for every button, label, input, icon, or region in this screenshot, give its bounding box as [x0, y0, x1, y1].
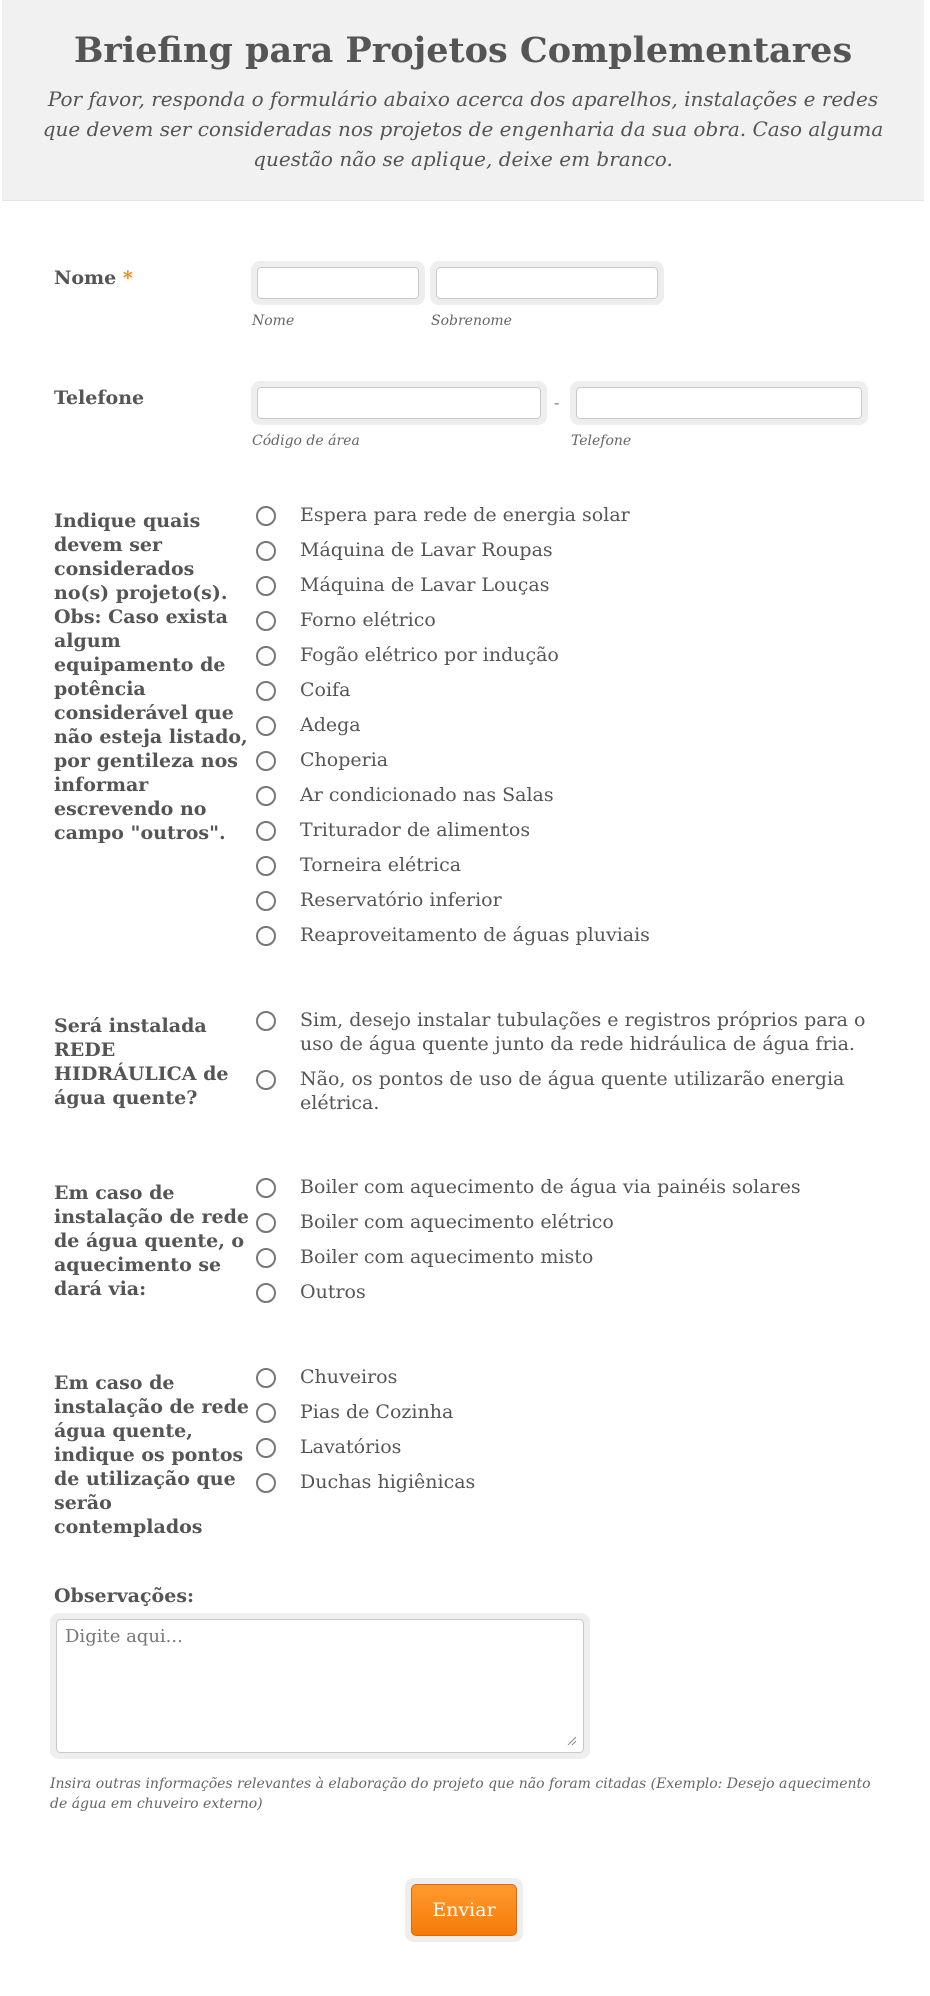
radio-button[interactable]	[256, 1213, 276, 1233]
radio-button[interactable]	[256, 611, 276, 631]
radio-button[interactable]	[256, 681, 276, 701]
form-page: Briefing para Projetos Complementares Por favor, responda o formulário abaixo acerca dos aparelhos, instalações e redes que devem ser consideradas nos projetos de engenharia da sua obra. Caso alguma questão não se aplique, deixe em branco. Nome * Nome Sobrenome Telefone - Código de área Telefone Indique quais devem ser considerados no(s) projeto(s). Obs: Caso exista algum equipamento de potência considerável que não esteja listado, por gentileza nos informar escrevendo no campo "outros". Espera para rede de energia solar Máquina de Lavar Roupas Máquina de Lavar Louças Forno elétrico Fogão elétrico por indução Coifa Adega Choperia Ar condicionado nas Salas Triturador de alimentos Torneira elétrica Reservatório inferior Reaproveitamento de águas pluviais Será instalada REDE HIDRÁULICA de água quente? Sim, desejo instalar tubulações e registros próprios para o uso de água quente junto da rede hidráulica de água fria. Não, os pontos de uso de água quente utilizarão energia elétrica. Em caso de instalação de rede de água quente, o aquecimento se dará via: Boiler com aquecimento de água via painéis solares Boiler com aquecimento elétrico Boiler com aquecimento misto Outros Em caso de instalação de rede água quente, indique os pontos de utilização que serão contemplados Chuveiros Pias de Cozinha Lavatórios Duchas higiênicas Observações: Digite aqui... Insira outras informações relevantes à elaboração do projeto que não foram citadas (Exemplo: Desejo aquecimento de água em chuveiro externo) Enviar	[0, 0, 930, 1996]
radio-button[interactable]	[256, 1248, 276, 1268]
first-name-input[interactable]	[257, 267, 419, 299]
radio-button[interactable]	[256, 856, 276, 876]
radio-button[interactable]	[256, 646, 276, 666]
phone-label: Telefone	[54, 387, 145, 409]
first-name-field[interactable]	[251, 261, 425, 305]
observations-textarea[interactable]	[56, 1619, 584, 1753]
submit-button-wrap	[405, 1878, 523, 1942]
hot-water-question-label: Será instalada REDE HIDRÁULICA de água quente?	[54, 1015, 229, 1109]
radio-button[interactable]	[256, 1178, 276, 1198]
last-name-field[interactable]	[430, 261, 664, 305]
radio-button[interactable]	[256, 891, 276, 911]
observations-field[interactable]	[50, 1613, 590, 1759]
radio-button[interactable]	[256, 506, 276, 526]
radio-button[interactable]	[256, 821, 276, 841]
phone-separator: -	[554, 393, 560, 412]
phone-number-sublabel: Telefone	[571, 433, 632, 449]
equipment-question-label: Indique quais devem ser considerados no(s) projeto(s). Obs: Caso exista algum equipamento de potência considerável que não esteja listado, por gentileza nos informar escrevendo no campo "outros".	[54, 510, 248, 844]
radio-button[interactable]	[256, 1070, 276, 1090]
observations-label: Observações:	[54, 1585, 195, 1607]
radio-button[interactable]	[256, 1403, 276, 1423]
radio-button[interactable]	[256, 541, 276, 561]
radio-button[interactable]	[256, 1438, 276, 1458]
required-asterisk: *	[122, 267, 133, 289]
radio-button[interactable]	[256, 1473, 276, 1493]
name-label	[54, 266, 250, 290]
resize-grip-icon[interactable]	[567, 1736, 576, 1745]
first-name-sublabel: Nome	[252, 313, 295, 329]
form-header	[2, 0, 924, 201]
radio-button[interactable]	[256, 716, 276, 736]
phone-number-field[interactable]	[570, 381, 868, 425]
last-name-sublabel: Sobrenome	[431, 313, 512, 329]
last-name-input[interactable]	[436, 267, 658, 299]
submit-button[interactable]: Enviar	[411, 1884, 517, 1936]
radio-button[interactable]	[256, 576, 276, 596]
area-code-sublabel: Código de área	[252, 433, 360, 449]
radio-button[interactable]	[256, 1011, 276, 1031]
phone-number-input[interactable]	[576, 387, 862, 419]
points-question-label: Em caso de instalação de rede água quente, indique os pontos de utilização que serão contemplados	[54, 1372, 249, 1538]
form-description: Por favor, responda o formulário abaixo acerca dos aparelhos, instalações e redes que devem ser consideradas nos projetos de engenharia da sua obra. Caso alguma questão não se aplique, deixe em branco.	[42, 87, 884, 171]
radio-button[interactable]	[256, 786, 276, 806]
radio-button[interactable]	[256, 1283, 276, 1303]
heating-question-label: Em caso de instalação de rede de água quente, o aquecimento se dará via:	[54, 1182, 249, 1300]
area-code-input[interactable]	[257, 387, 541, 419]
radio-button[interactable]	[256, 926, 276, 946]
observations-hint: Insira outras informações relevantes à elaboração do projeto que não foram citadas (Exemplo: Desejo aquecimento de água em chuveiro externo)	[50, 1776, 871, 1812]
area-code-field[interactable]	[251, 381, 547, 425]
radio-button[interactable]	[256, 1368, 276, 1388]
form-title: Briefing para Projetos Complementares	[73, 30, 853, 71]
name-label-text: Nome	[54, 267, 117, 289]
radio-button[interactable]	[256, 751, 276, 771]
